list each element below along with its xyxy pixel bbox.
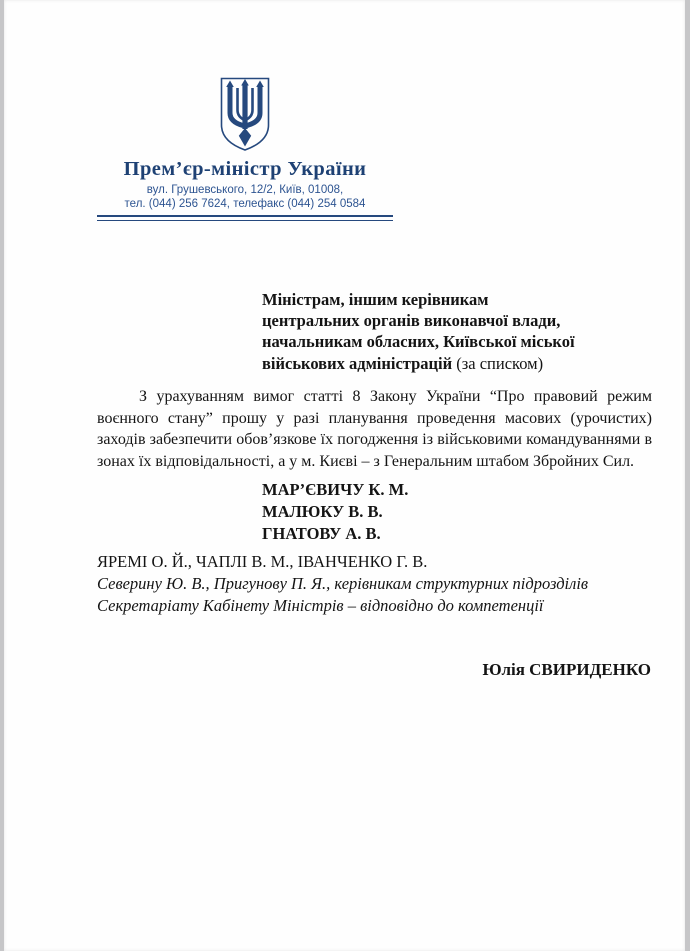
addressee-line: начальникам обласних, Київської міської [262, 332, 575, 352]
secondary-recipients-line: ЯРЕМІ О. Й., ЧАПЛІ В. М., ІВАНЧЕНКО Г. В. [97, 552, 428, 571]
document-page [4, 0, 685, 951]
recipient-name: ГНАТОВУ А. В. [262, 523, 381, 543]
address-line-2: тел. (044) 256 7624, телефакс (044) 254 0584 [124, 197, 366, 210]
addressee-line4-note: (за списком) [452, 353, 544, 373]
addressee-line: центральних органів виконавчої влади, [262, 311, 561, 331]
letterhead-title: Прем’єр-міністр України [123, 158, 367, 180]
address-line-1: вул. Грушевського, 12/2, Київ, 01008, [146, 184, 344, 196]
recipient-name: МАР’ЄВИЧУ К. М. [262, 480, 409, 499]
secondary-recipients-line-italic: Северину Ю. В., Пригунову П. Я., керівникам структурних підрозділів [97, 573, 589, 593]
body-paragraph: З урахуванням вимог статті 8 Закону України “Про правовий режим воєнного стану” прошу у разі планування проведення масових (урочистих) заходів забезпечити обов’язкове їх погодження із військовими командуваннями в зонах їх відповідальності, а у м. Києві – з Генеральним штабом Збройних Сил. [97, 388, 652, 470]
secondary-recipients-line-italic: Секретаріату Кабінету Міністрів – відповідно до компетенції [97, 595, 544, 615]
recipient-name: МАЛЮКУ В. В. [262, 501, 383, 521]
letterhead-address [97, 184, 393, 211]
addressee-block [262, 289, 575, 374]
letterhead-divider [97, 215, 393, 221]
primary-recipients-block [262, 479, 408, 544]
ukraine-trident-emblem [97, 76, 393, 153]
addressee-line: Міністрам, іншим керівникам [262, 290, 489, 309]
signature-name: Юлія СВИРИДЕНКО [482, 660, 651, 679]
secondary-recipients-block [97, 551, 588, 616]
addressee-line4-bold: військових адміністрацій [262, 353, 453, 373]
letterhead [97, 0, 393, 221]
addressee-line [262, 353, 575, 374]
